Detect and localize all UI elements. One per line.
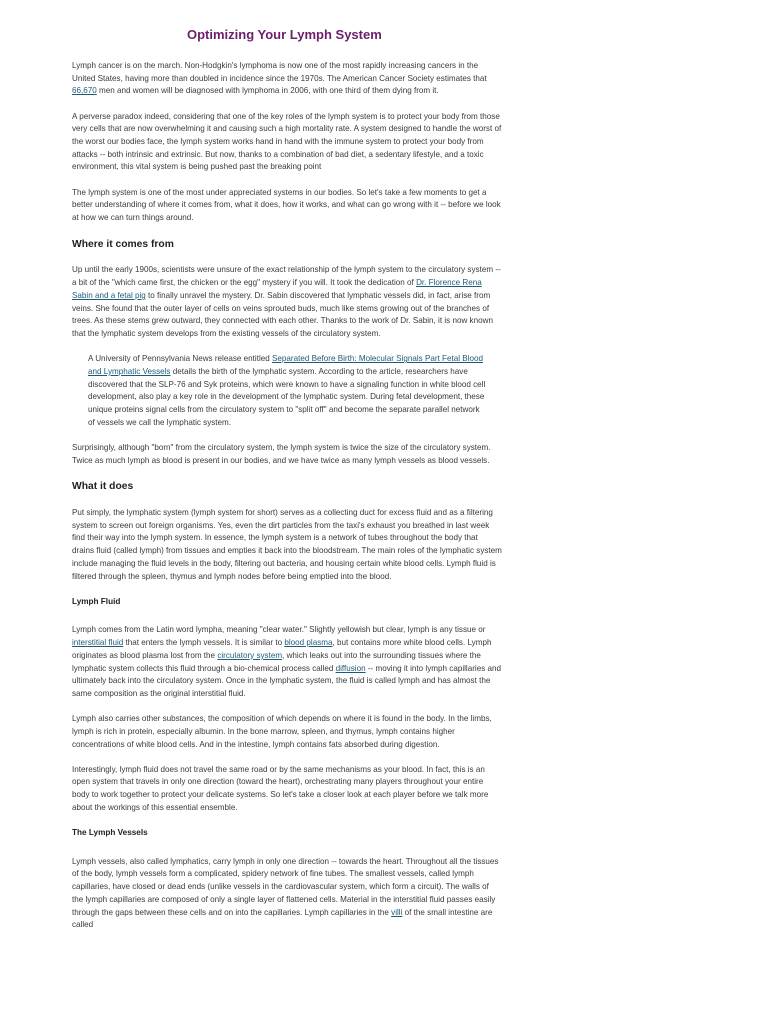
- link-villi[interactable]: villi: [391, 907, 403, 917]
- text: , which leaks out into the surrounding tissues where the lymphatic system collects this fluid through a bio-chemical process called: [72, 650, 481, 673]
- article-body: [72, 60, 502, 942]
- text: details the birth of the lymphatic system. According to the article, researchers have discovered that the SLP-76 and Syk proteins, which were known to have a signaling function in white blood cell development, also play a key role in the development of the lymphatic system. During fetal development, these unique proteins signal cells from the circulatory system to "split off" and become the separate parallel network of vessels we call the lymphatic system.: [88, 366, 486, 427]
- paragraph-underappreciated: The lymph system is one of the most under appreciated systems in our bodies. So let's take a few moments to get a better understanding of where it comes from, what it does, how it works, and what can go wrong with it -- before we look at how we can turn things around.: [72, 187, 501, 223]
- paragraph-twice-size: Surprisingly, although "born" from the circulatory system, the lymph system is twice the size of the circulatory system. Twice as much lymph as blood is present in our bodies, and we have twice as many lymph vessels as blood vessels.: [72, 442, 491, 465]
- link-diffusion[interactable]: diffusion: [335, 663, 366, 673]
- link-sabin[interactable]: Dr. Florence Rena Sabin and a fetal pig: [72, 278, 482, 300]
- link-blood-plasma[interactable]: blood plasma: [284, 638, 333, 648]
- paragraph-other-substances: Lymph also carries other substances, the composition of which depends on where it is found in the body. In the limbs, lymph is rich in protein, especially albumin. In the bone marrow, spleen, and thymus, lymph contains higher concentrations of white blood cells. And in the intestine, lymph contains fats absorbed during digestion.: [72, 714, 492, 749]
- paragraph-lymph-fluid: [72, 624, 502, 700]
- text: Lymph comes from the Latin word lympha, meaning "clear water." Slightly yellowish but clear, lymph is any tissue or: [72, 625, 486, 635]
- text: , but contains more white blood cells. Lymph originates as blood plasma lost from the: [72, 638, 492, 660]
- heading-lymph-vessels: The Lymph Vessels: [72, 828, 148, 838]
- paragraph-paradox: A perverse paradox indeed, considering that one of the key roles of the lymph system is to protect your body from those very cells that are now overwhelming it and causing such a high mortality rate. A system designed to handle the worst of the worst our bodies face, the lymph system works hand in hand with the immune system to protect your body from attacks -- both intrinsic and extrinsic. But now, thanks to a combination of bad diet, a sedentary lifestyle, and a toxic environment, this vital system is being pushed past the breaking point: [72, 111, 502, 172]
- paragraph-intro: [72, 60, 502, 98]
- heading-where-it-comes-from: Where it comes from: [72, 238, 174, 250]
- paragraph-sabin: [72, 264, 502, 340]
- paragraph-lymph-vessels: [72, 856, 502, 932]
- link-66670[interactable]: 66,670: [72, 86, 97, 96]
- text: -- moving it into lymph capillaries and ultimately back into the circulatory system. Once in the lymphatic system, the fluid is called lymph and has almost the same composition as the original interstitial fluid.: [72, 663, 502, 698]
- text: A University of Pennsylvania News release entitled: [88, 354, 272, 364]
- page-title: Optimizing Your Lymph System: [187, 27, 382, 42]
- text: Up until the early 1900s, scientists were unsure of the exact relationship of the lymph system to the circulatory system -- a bit of the "which came first, the chicken or the egg" mystery if you will. It took the dedication of: [72, 265, 501, 288]
- clipped-paragraph-container: [72, 856, 502, 942]
- text: to finally unravel the mystery. Dr. Sabin discovered that lymphatic vessels did, in fact, arise from veins. She found that the outer layer of cells on veins sprouted buds, much like stems growing out of the branches of trees. As these stems grew outward, they connected with each other. Thanks to the work of Dr. Sabin, it is now known that the lymphatic system develops from the existing vessels of the circulatory system.: [72, 290, 493, 338]
- text: Lymph vessels, also called lymphatics, carry lymph in only one direction -- towards the heart. Throughout all the tissues of the body, lymph vessels form a complicated, spidery network of fine tubes. The smallest vessels, called lymph capillaries, have closed or dead ends (unlike vessels in the cardiovascular system, which form a circuit). The walls of the lymph capillaries are composed of only a single layer of flattened cells. Material in the interstitial fluid passes easily through the gaps between these cells and on into the capillaries. Lymph capillaries in the: [72, 856, 499, 917]
- heading-what-it-does: What it does: [72, 481, 134, 493]
- link-circulatory-system[interactable]: circulatory system: [217, 650, 283, 660]
- blockquote-upenn: [88, 353, 488, 429]
- heading-lymph-fluid: Lymph Fluid: [72, 596, 121, 606]
- paragraph-what-it-does: Put simply, the lymphatic system (lymph system for short) serves as a collecting duct for excess fluid and as a filtering system to screen out foreign organisms. Yes, even the dirt particles from the taxi's exhaust you breathed in last week find their way into the lymph system. In essence, the lymph system is a network of tubes throughout the body that drains fluid (called lymph) from tissues and empties it back into the bloodstream. The main roles of the lymphatic system include managing the fluid levels in the body, filtering out bacteria, and housing certain white blood cells. Lymph fluid is filtered through the spleen, thymus and lymph nodes before being emptied into the blood.: [72, 507, 502, 581]
- text: Lymph cancer is on the march. Non-Hodgkin's lymphoma is now one of the most rapidly increasing cancers in the United States, having more than doubled in incidence since the 1970s. The American Cancer Society estimates that: [72, 61, 487, 83]
- link-interstitial-fluid[interactable]: interstitial fluid: [72, 638, 124, 648]
- text: men and women will be diagnosed with lymphoma in 2006, with one third of them dying from it.: [96, 86, 439, 96]
- text: of the small intestine are called: [72, 907, 493, 930]
- link-separated-before-birth[interactable]: Separated Before Birth: Molecular Signals Part Fetal Blood and Lymphatic Vessels: [88, 354, 483, 376]
- paragraph-open-system: Interestingly, lymph fluid does not travel the same road or by the same mechanisms as your blood. In fact, this is an open system that travels in only one direction (toward the heart), orchestrating many players throughout your entire body to work together to protect your delicate systems. So let's take a closer look at each player before we talk more about the workings of this essential ensemble.: [72, 764, 489, 812]
- text: that enters the lymph vessels. It is similar to: [123, 638, 285, 648]
